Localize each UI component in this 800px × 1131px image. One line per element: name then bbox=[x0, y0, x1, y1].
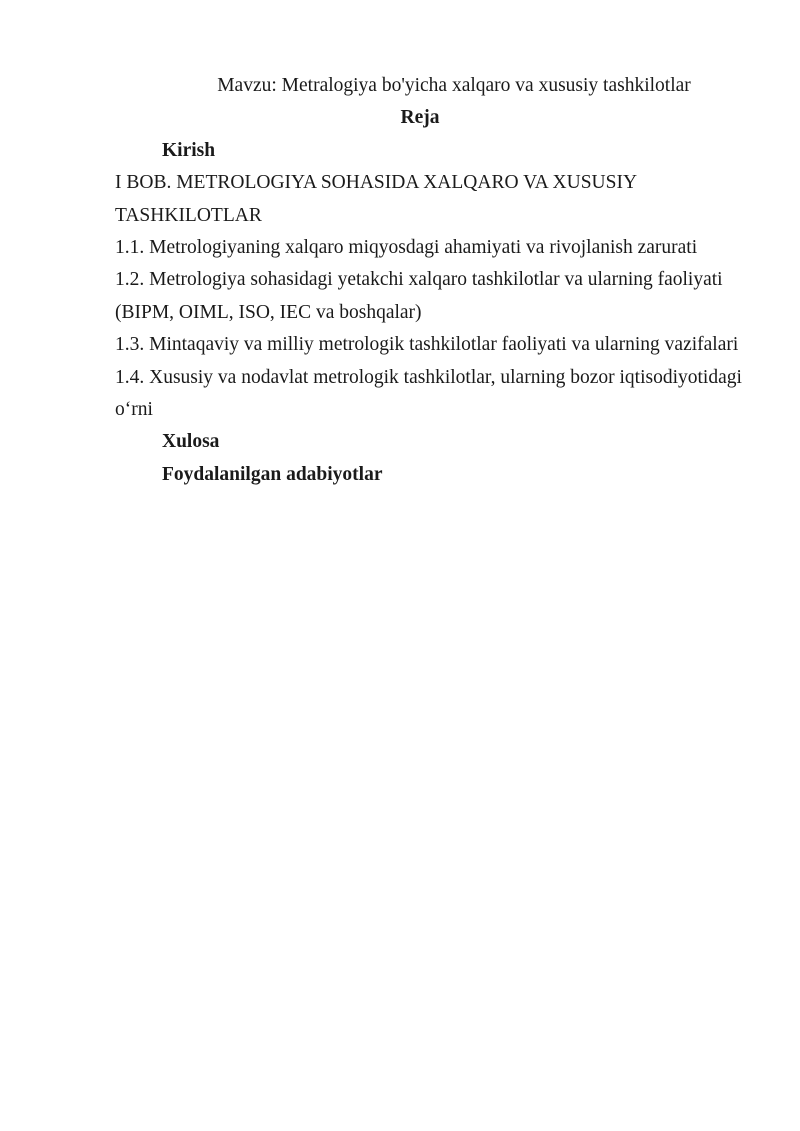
document-content bbox=[115, 70, 742, 491]
xulosa-line: Xulosa bbox=[162, 431, 220, 453]
item-1-3: 1.3. Mintaqaviy va milliy metrologik tashkilotlar faoliyati va ularning vazifalari bbox=[115, 334, 739, 356]
reja-heading: Reja bbox=[400, 107, 440, 129]
adabiyotlar-line: Foydalanilgan adabiyotlar bbox=[162, 463, 383, 485]
kirish-line: Kirish bbox=[162, 139, 216, 161]
item-1-1: 1.1. Metrologiyaning xalqaro miqyosdagi ahamiyati va rivojlanish zarurati bbox=[115, 237, 698, 259]
item-1-4-line-2: o‘rni bbox=[115, 399, 153, 421]
item-1-2-line-2: (BIPM, OIML, ISO, IEC va boshqalar) bbox=[115, 301, 422, 323]
doc-topic-line: Mavzu: Metralogiya bo'yicha xalqaro va xususiy tashkilotlar bbox=[217, 75, 691, 96]
item-1-4-line-1: 1.4. Xususiy va nodavlat metrologik tashkilotlar, ularning bozor iqtisodiyotidagi bbox=[115, 366, 742, 388]
chapter-line-1: I BOB. METROLOGIYA SOHASIDA XALQARO VA XUSUSIY bbox=[115, 172, 638, 194]
item-1-2-line-1: 1.2. Metrologiya sohasidagi yetakchi xalqaro tashkilotlar va ularning faoliyati bbox=[115, 269, 723, 291]
chapter-line-2: TASHKILOTLAR bbox=[115, 204, 262, 226]
